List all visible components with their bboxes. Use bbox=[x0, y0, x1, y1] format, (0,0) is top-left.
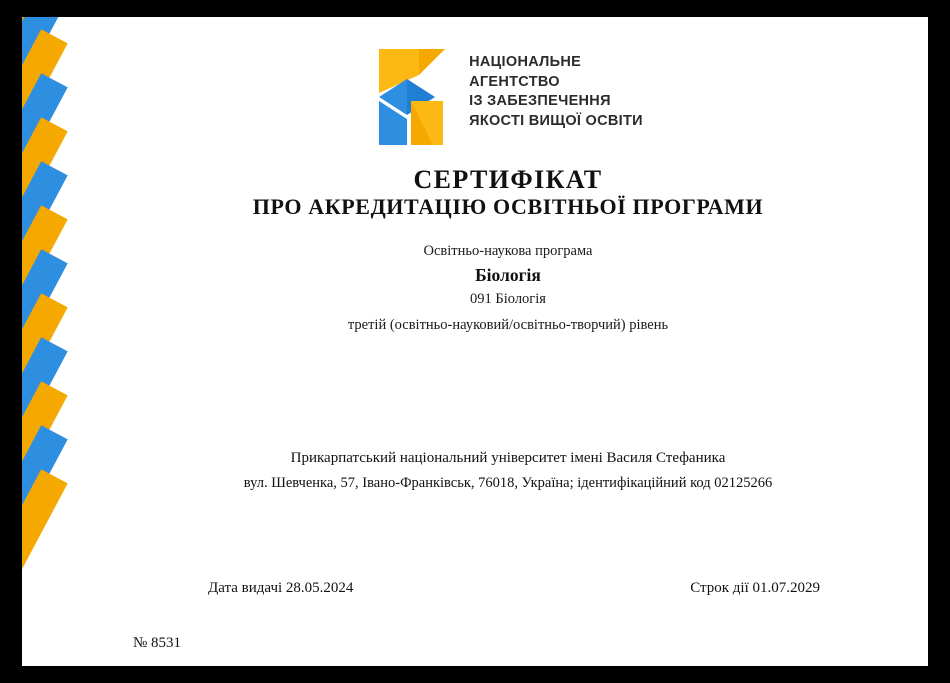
document-subtitle: ПРО АКРЕДИТАЦІЮ ОСВІТНЬОЇ ПРОГРАМИ bbox=[252, 194, 764, 219]
decorative-stripe-band bbox=[22, 17, 88, 666]
logo-line-1: НАЦІОНАЛЬНЕ bbox=[469, 54, 582, 70]
valid-until-date: Строк дії 01.07.2029 bbox=[690, 580, 820, 596]
institution-address: вул. Шевченка, 57, Івано-Франківськ, 76018, Україна; ідентифікаційний код 02125266 bbox=[243, 475, 773, 491]
program-type: Освітньо-наукова програма bbox=[423, 243, 593, 259]
certificate-content bbox=[88, 17, 928, 666]
institution-name: Прикарпатський національний університет імені Василя Стефаника bbox=[290, 450, 726, 466]
logo-line-2: АГЕНТСТВО bbox=[469, 73, 560, 90]
logo-wordmark bbox=[469, 45, 643, 131]
logo-block bbox=[88, 45, 928, 149]
naqa-logo-icon bbox=[373, 45, 455, 149]
logo-line-4: ЯКОСТІ ВИЩОЇ ОСВІТИ bbox=[469, 112, 643, 129]
issue-date: Дата видачі 28.05.2024 bbox=[208, 580, 354, 596]
document-title: СЕРТИФІКАТ bbox=[413, 165, 603, 194]
program-name: Біологія bbox=[475, 265, 541, 285]
logo-line-3: ІЗ ЗАБЕЗПЕЧЕННЯ bbox=[469, 93, 611, 109]
certificate-number: № 8531 bbox=[133, 635, 182, 651]
decorative-stripe bbox=[22, 469, 68, 651]
program-level: третій (освітньо-науковий/освітньо-творчий) рівень bbox=[347, 317, 669, 333]
certificate-sheet bbox=[22, 17, 928, 666]
dates-row bbox=[208, 580, 820, 597]
program-code: 091 Біологія bbox=[470, 291, 546, 307]
